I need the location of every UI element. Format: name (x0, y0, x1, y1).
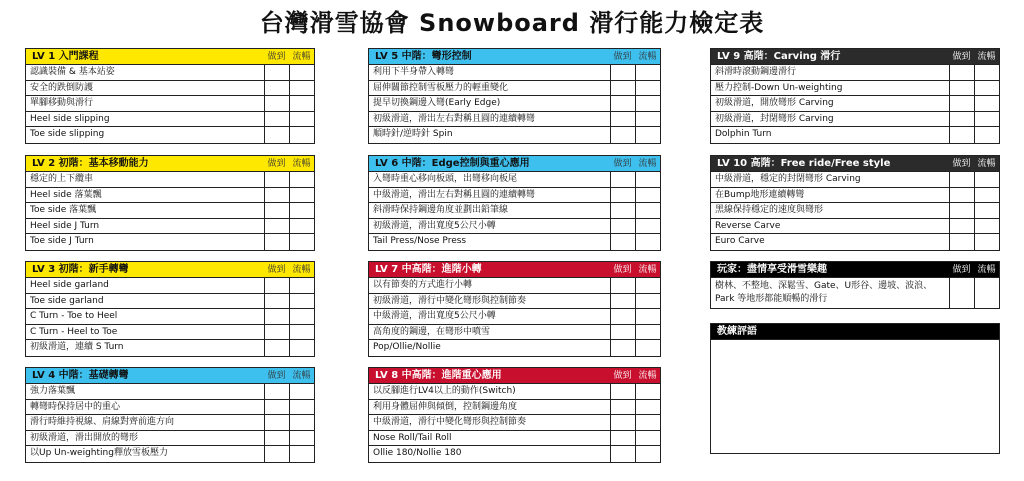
skill-row (711, 65, 999, 81)
done-checkbox[interactable] (264, 172, 289, 187)
column-smooth-label: 流暢 (638, 265, 657, 275)
column-done-label: 做到 (267, 159, 286, 169)
done-checkbox[interactable] (949, 112, 974, 127)
smooth-checkbox[interactable] (635, 294, 660, 309)
skill-label: Heel side garland (30, 280, 109, 290)
skill-row (369, 203, 660, 219)
skill-row (26, 309, 314, 325)
skill-row (369, 340, 660, 356)
skill-row (369, 219, 660, 235)
section-header (369, 156, 660, 172)
smooth-checkbox[interactable] (289, 309, 314, 324)
done-checkbox[interactable] (610, 96, 635, 111)
smooth-checkbox[interactable] (635, 81, 660, 96)
column-done-label: 做到 (613, 265, 632, 275)
done-checkbox[interactable] (949, 278, 974, 308)
section-lv4 (25, 367, 315, 463)
done-checkbox[interactable] (610, 81, 635, 96)
done-checkbox[interactable] (264, 219, 289, 234)
column-done-label: 做到 (613, 52, 632, 62)
skill-row (26, 203, 314, 219)
skill-row (26, 112, 314, 128)
column-done-label: 做到 (267, 265, 286, 275)
skill-row (369, 127, 660, 143)
smooth-checkbox[interactable] (289, 340, 314, 356)
done-checkbox[interactable] (264, 278, 289, 293)
skill-row (369, 431, 660, 447)
skill-label: Reverse Carve (715, 220, 781, 231)
section-header (711, 49, 999, 65)
skill-row (26, 188, 314, 204)
skill-row (369, 81, 660, 97)
skill-row (369, 384, 660, 400)
section-lv9 (710, 48, 1000, 144)
done-checkbox[interactable] (949, 203, 974, 218)
column-smooth-label: 流暢 (292, 371, 311, 381)
column-done-label: 做到 (267, 371, 286, 381)
skill-row (26, 431, 314, 447)
done-checkbox[interactable] (610, 415, 635, 430)
column-smooth-label: 流暢 (977, 159, 996, 169)
smooth-checkbox[interactable] (974, 203, 999, 218)
skill-row (711, 234, 999, 250)
skill-label: Tail Press/Nose Press (373, 236, 467, 247)
done-checkbox[interactable] (610, 112, 635, 127)
page-title: 台灣滑雪協會 Snowboard 滑行能力檢定表 (259, 9, 765, 37)
smooth-checkbox[interactable] (635, 431, 660, 446)
smooth-checkbox[interactable] (289, 278, 314, 293)
skill-row (26, 127, 314, 143)
skill-label: 利用下半身帶入轉彎 (373, 67, 455, 77)
done-checkbox[interactable] (949, 188, 974, 203)
section-title: LV 1 入門課程 (32, 51, 99, 62)
skill-label: 單腳移動與滑行 (30, 98, 94, 109)
smooth-checkbox[interactable] (635, 446, 660, 462)
section-lv7 (368, 261, 661, 357)
skill-row (369, 400, 660, 416)
section-lv2 (25, 155, 315, 251)
smooth-checkbox[interactable] (289, 446, 314, 462)
skill-label: Dolphin Turn (715, 129, 772, 140)
skill-label: 認識裝備 & 基本站姿 (30, 67, 115, 77)
section-header (26, 49, 314, 65)
section-lv10 (710, 155, 1000, 251)
skill-row (369, 325, 660, 341)
skill-label: 初級滑道，封閉彎形 Carving (715, 113, 834, 124)
skill-row (369, 446, 660, 462)
smooth-checkbox[interactable] (635, 384, 660, 399)
column-done-label: 做到 (613, 159, 632, 169)
smooth-checkbox[interactable] (289, 65, 314, 80)
smooth-checkbox[interactable] (974, 65, 999, 80)
smooth-checkbox[interactable] (635, 219, 660, 234)
done-checkbox[interactable] (264, 384, 289, 399)
skill-label: 中級滑道，滑出左右對稱且圓的連續轉彎 (373, 189, 536, 200)
done-checkbox[interactable] (264, 203, 289, 218)
smooth-checkbox[interactable] (635, 415, 660, 430)
skill-row (26, 172, 314, 188)
column-done-label: 做到 (952, 52, 971, 62)
done-checkbox[interactable] (264, 309, 289, 324)
smooth-checkbox[interactable] (635, 127, 660, 143)
skill-label: 斜滑時保持鋼邊角度並劃出鉛筆線 (373, 205, 509, 216)
skill-label: 初級滑道，滑出寬度5公尺小轉 (373, 220, 496, 231)
skill-row (26, 65, 314, 81)
done-checkbox[interactable] (610, 446, 635, 462)
column-smooth-label: 流暢 (638, 52, 657, 62)
done-checkbox[interactable] (264, 65, 289, 80)
done-checkbox[interactable] (610, 219, 635, 234)
skill-label: 利用身體屈伸與傾倒，控制鋼邊角度 (373, 401, 518, 412)
section-title: LV 4 中階：基礎轉彎 (32, 370, 129, 381)
section-header (26, 262, 314, 278)
skill-label: C Turn - Heel to Toe (30, 326, 118, 337)
skill-label: 穩定的上下纜車 (30, 174, 94, 184)
skill-label: 提早切換鋼邊入彎(Early Edge) (373, 98, 501, 109)
done-checkbox[interactable] (264, 400, 289, 415)
done-checkbox[interactable] (949, 96, 974, 111)
skill-row (26, 96, 314, 112)
done-checkbox[interactable] (264, 415, 289, 430)
skill-row (26, 446, 314, 462)
done-checkbox[interactable] (610, 325, 635, 340)
done-checkbox[interactable] (949, 81, 974, 96)
column-smooth-label: 流暢 (977, 265, 996, 275)
skill-label: 高角度的鋼邊，在彎形中噴雪 (373, 326, 491, 337)
smooth-checkbox[interactable] (635, 65, 660, 80)
skill-row (711, 112, 999, 128)
done-checkbox[interactable] (610, 188, 635, 203)
smooth-checkbox[interactable] (635, 325, 660, 340)
skill-label: 以反腳進行LV4以上的動作(Switch) (373, 386, 516, 396)
skill-label: 初級滑道，開放彎形 Carving (715, 98, 834, 109)
section-header (711, 156, 999, 172)
section-lv3 (25, 261, 315, 357)
skill-row (369, 415, 660, 431)
smooth-checkbox[interactable] (289, 384, 314, 399)
skill-row (711, 172, 999, 188)
skill-row (26, 219, 314, 235)
done-checkbox[interactable] (264, 325, 289, 340)
smooth-checkbox[interactable] (635, 234, 660, 250)
done-checkbox[interactable] (264, 81, 289, 96)
done-checkbox[interactable] (610, 431, 635, 446)
skill-row (26, 234, 314, 250)
smooth-checkbox[interactable] (635, 309, 660, 324)
smooth-checkbox[interactable] (289, 81, 314, 96)
column-smooth-label: 流暢 (638, 371, 657, 381)
smooth-checkbox[interactable] (635, 340, 660, 356)
smooth-checkbox[interactable] (289, 325, 314, 340)
column-done-label: 做到 (952, 265, 971, 275)
done-checkbox[interactable] (610, 294, 635, 309)
section-header (26, 368, 314, 384)
skill-row (711, 81, 999, 97)
skill-row (26, 384, 314, 400)
skill-label: 斜滑時滾動鋼邊滑行 (715, 67, 797, 77)
skill-label: 安全的跌倒防護 (30, 82, 94, 93)
column-done-label: 做到 (267, 52, 286, 62)
skill-label: 以Up Un-weighting釋放雪板壓力 (30, 448, 168, 459)
skill-label: Nose Roll/Tail Roll (373, 432, 452, 443)
skill-label: Euro Carve (715, 236, 765, 247)
skill-label: Heel side slipping (30, 113, 110, 124)
skill-label: 初級滑道，連續 S Turn (30, 342, 124, 353)
smooth-checkbox[interactable] (974, 219, 999, 234)
done-checkbox[interactable] (264, 188, 289, 203)
section-player (710, 261, 1000, 309)
done-checkbox[interactable] (610, 172, 635, 187)
smooth-checkbox[interactable] (974, 81, 999, 96)
skill-label: Ollie 180/Nollie 180 (373, 448, 462, 459)
skill-label: Toe side J Turn (30, 236, 94, 247)
column-smooth-label: 流暢 (292, 159, 311, 169)
section-header (369, 368, 660, 384)
skill-label: 滑行時維持視線、肩線對齊前進方向 (30, 417, 175, 428)
section-title: LV 7 中高階：進階小轉 (375, 264, 482, 275)
skill-label: 黑線保持穩定的速度與彎形 (715, 205, 824, 216)
smooth-checkbox[interactable] (289, 188, 314, 203)
section-lv8 (368, 367, 661, 463)
done-checkbox[interactable] (610, 234, 635, 250)
skill-row (711, 203, 999, 219)
done-checkbox[interactable] (610, 203, 635, 218)
done-checkbox[interactable] (264, 340, 289, 356)
skill-label: Toe side garland (30, 295, 104, 306)
done-checkbox[interactable] (610, 384, 635, 399)
column-smooth-label: 流暢 (292, 52, 311, 62)
coach-comments-box[interactable] (710, 323, 1000, 454)
skill-row (369, 309, 660, 325)
done-checkbox[interactable] (264, 234, 289, 250)
smooth-checkbox[interactable] (289, 234, 314, 250)
skill-label: 入彎時重心移向板頭，出彎移向板尾 (373, 174, 518, 184)
skill-label: 強力落葉飄 (30, 386, 76, 396)
smooth-checkbox[interactable] (289, 172, 314, 187)
smooth-checkbox[interactable] (635, 400, 660, 415)
skill-label: Toe side slipping (30, 129, 105, 140)
smooth-checkbox[interactable] (289, 96, 314, 111)
smooth-checkbox[interactable] (635, 96, 660, 111)
skill-label: 在Bump地形連續轉彎 (715, 189, 805, 200)
done-checkbox[interactable] (949, 219, 974, 234)
coach-comments-area[interactable] (711, 340, 999, 453)
section-lv6 (368, 155, 661, 251)
skill-row (369, 112, 660, 128)
skill-row (26, 415, 314, 431)
smooth-checkbox[interactable] (974, 234, 999, 250)
skill-label: 以有節奏的方式進行小轉 (373, 280, 473, 290)
skill-row (26, 340, 314, 356)
smooth-checkbox[interactable] (635, 203, 660, 218)
skill-label: 中級滑道，穩定的封閉彎形 Carving (715, 174, 861, 184)
coach-comments-label: 教練評語 (717, 326, 757, 337)
smooth-checkbox[interactable] (974, 96, 999, 111)
skill-row (711, 96, 999, 112)
skill-row (26, 294, 314, 310)
skill-row (711, 219, 999, 235)
section-title: 玩家：盡情享受滑雪樂趣 (717, 264, 827, 275)
skill-row (369, 65, 660, 81)
smooth-checkbox[interactable] (635, 278, 660, 293)
section-title: LV 9 高階：Carving 滑行 (717, 51, 841, 62)
section-title: LV 2 初階：基本移動能力 (32, 158, 149, 169)
skill-row (26, 81, 314, 97)
smooth-checkbox[interactable] (974, 278, 999, 308)
smooth-checkbox[interactable] (974, 188, 999, 203)
section-title: LV 8 中高階：進階重心應用 (375, 370, 502, 381)
done-checkbox[interactable] (610, 309, 635, 324)
skill-label: 初級滑道，滑行中變化彎形與控制節奏 (373, 295, 527, 306)
skill-row (26, 325, 314, 341)
done-checkbox[interactable] (610, 127, 635, 143)
column-smooth-label: 流暢 (638, 159, 657, 169)
done-checkbox[interactable] (264, 446, 289, 462)
smooth-checkbox[interactable] (289, 203, 314, 218)
skill-row (369, 172, 660, 188)
section-header (26, 156, 314, 172)
smooth-checkbox[interactable] (289, 415, 314, 430)
section-header (711, 262, 999, 278)
skill-label: 屈伸關節控制雪板壓力的輕重變化 (373, 82, 509, 93)
section-title: LV 3 初階：新手轉彎 (32, 264, 129, 275)
smooth-checkbox[interactable] (635, 172, 660, 187)
skill-row (369, 294, 660, 310)
skill-label: 初級滑道，滑出開放的彎形 (30, 432, 139, 443)
skill-row (26, 278, 314, 294)
skill-row (369, 96, 660, 112)
coach-comments-header (711, 324, 999, 340)
smooth-checkbox[interactable] (974, 112, 999, 127)
done-checkbox[interactable] (264, 127, 289, 143)
skill-label: 轉彎時保持居中的重心 (30, 401, 121, 412)
skill-label: Pop/Ollie/Nollie (373, 342, 441, 353)
skill-row (369, 234, 660, 250)
skill-row (369, 278, 660, 294)
smooth-checkbox[interactable] (289, 219, 314, 234)
skill-label: 中級滑道，滑出寬度5公尺小轉 (373, 311, 496, 322)
section-title: LV 6 中階：Edge控制與重心應用 (375, 158, 530, 169)
done-checkbox[interactable] (610, 400, 635, 415)
section-title: LV 5 中階：彎形控制 (375, 51, 472, 62)
done-checkbox[interactable] (610, 278, 635, 293)
column-smooth-label: 流暢 (977, 52, 996, 62)
done-checkbox[interactable] (264, 112, 289, 127)
section-lv5 (368, 48, 661, 144)
section-lv1 (25, 48, 315, 144)
done-checkbox[interactable] (949, 127, 974, 143)
done-checkbox[interactable] (949, 172, 974, 187)
skill-row (711, 127, 999, 143)
skill-label: 順時針/逆時針 Spin (373, 129, 453, 140)
smooth-checkbox[interactable] (289, 431, 314, 446)
skill-row (369, 188, 660, 204)
skill-label: Heel side J Turn (30, 220, 100, 231)
section-header (369, 49, 660, 65)
smooth-checkbox[interactable] (974, 172, 999, 187)
done-checkbox[interactable] (610, 65, 635, 80)
smooth-checkbox[interactable] (289, 127, 314, 143)
done-checkbox[interactable] (264, 96, 289, 111)
column-smooth-label: 流暢 (292, 265, 311, 275)
smooth-checkbox[interactable] (289, 112, 314, 127)
section-header (369, 262, 660, 278)
done-checkbox[interactable] (949, 65, 974, 80)
skill-row (711, 188, 999, 204)
smooth-checkbox[interactable] (635, 112, 660, 127)
skill-label: C Turn - Toe to Heel (30, 311, 118, 322)
done-checkbox[interactable] (610, 340, 635, 356)
skill-label: 樹林、不整地、深鬆雪、Gate、U形谷、邊坡、波浪、Park 等地形都能順暢的滑行 (715, 281, 933, 304)
skill-label: 壓力控制-Down Un-weighting (715, 82, 843, 93)
skill-label: Toe side 落葉飄 (30, 205, 97, 216)
skill-label: 初級滑道，滑出左右對稱且圓的連續轉彎 (373, 113, 536, 124)
smooth-checkbox[interactable] (974, 127, 999, 143)
column-done-label: 做到 (613, 371, 632, 381)
skill-row (26, 400, 314, 416)
done-checkbox[interactable] (264, 431, 289, 446)
skill-row (711, 278, 999, 308)
smooth-checkbox[interactable] (635, 188, 660, 203)
column-done-label: 做到 (952, 159, 971, 169)
smooth-checkbox[interactable] (289, 400, 314, 415)
smooth-checkbox[interactable] (289, 294, 314, 309)
done-checkbox[interactable] (264, 294, 289, 309)
skill-label: Heel side 落葉飄 (30, 189, 102, 200)
section-title: LV 10 高階：Free ride/Free style (717, 158, 891, 169)
skill-label: 中級滑道，滑行中變化彎形與控制節奏 (373, 417, 527, 428)
done-checkbox[interactable] (949, 234, 974, 250)
